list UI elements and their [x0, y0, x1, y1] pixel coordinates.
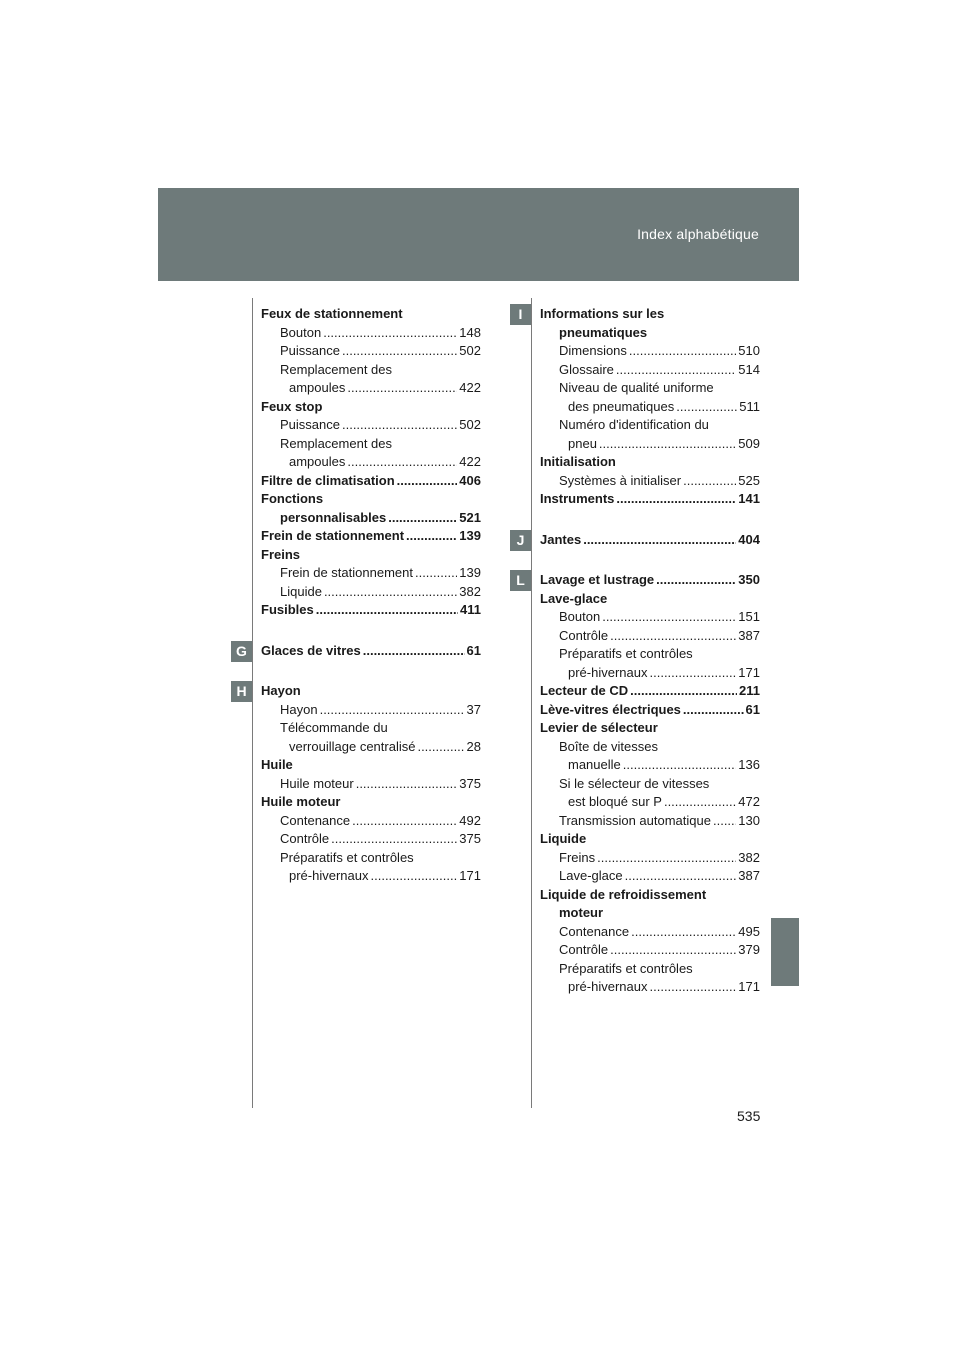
index-heading	[261, 601, 481, 620]
entry-label: Lecteur de CD	[540, 683, 629, 698]
letter-section-badge: G	[231, 641, 252, 662]
entry-label: Boîte de vitesses	[559, 738, 658, 754]
dot-leader	[371, 867, 458, 886]
entry-label: Contenance	[559, 923, 630, 939]
dot-leader	[610, 627, 736, 646]
index-entry	[540, 398, 760, 417]
entry-label: ampoules	[289, 380, 346, 395]
index-heading	[261, 490, 481, 509]
index-entry	[540, 978, 760, 997]
entry-label: Systèmes à initialiser	[559, 472, 682, 488]
index-heading	[261, 642, 481, 661]
entry-label: Frein de stationnement	[261, 528, 405, 543]
dot-leader	[623, 756, 737, 775]
entry-label: Transmission automatique	[559, 812, 711, 828]
index-entry	[261, 416, 481, 435]
dot-leader	[676, 398, 737, 417]
entry-page-number: 350	[738, 572, 760, 587]
dot-leader	[324, 583, 457, 602]
index-entry	[261, 361, 481, 380]
dot-leader	[631, 923, 736, 942]
dot-leader	[406, 527, 457, 546]
entry-page-number: 382	[459, 583, 481, 599]
entry-label: Frein de stationnement	[280, 565, 413, 580]
index-heading	[540, 305, 760, 324]
index-entry	[540, 645, 760, 664]
entry-label: Lave-glace	[559, 868, 623, 883]
dot-leader	[342, 342, 457, 361]
index-heading	[540, 886, 760, 905]
entry-label: Fonctions	[261, 491, 324, 506]
entry-page-number: 211	[739, 683, 760, 698]
dot-leader	[599, 435, 736, 454]
entry-page-number: 406	[459, 472, 481, 488]
entry-page-number: 511	[739, 398, 760, 414]
index-column-left	[261, 305, 481, 886]
entry-label: Instruments	[540, 491, 615, 506]
index-heading	[540, 904, 760, 923]
entry-label: pneu	[568, 435, 597, 451]
entry-page-number: 171	[738, 979, 760, 994]
dot-leader	[683, 701, 744, 720]
index-entry	[261, 564, 481, 583]
index-entry	[540, 812, 760, 831]
entry-label: est bloqué sur P	[568, 794, 662, 809]
entry-page-number: 28	[466, 738, 481, 754]
letter-gap	[540, 509, 760, 531]
entry-label: Freins	[261, 546, 301, 562]
index-heading	[261, 305, 481, 324]
letter-section-badge: J	[510, 530, 531, 551]
index-entry	[261, 701, 481, 720]
index-heading	[261, 509, 481, 528]
entry-page-number: 502	[459, 417, 481, 432]
entry-page-number: 375	[459, 831, 481, 846]
chapter-side-tab	[771, 918, 799, 986]
entry-page-number: 37	[466, 701, 481, 717]
index-heading	[261, 793, 481, 812]
index-heading	[540, 571, 760, 590]
index-entry	[540, 849, 760, 868]
entry-label: Fusibles	[261, 602, 314, 617]
entry-label: Bouton	[280, 324, 322, 340]
entry-page-number: 139	[459, 565, 481, 580]
index-entry	[261, 849, 481, 868]
page-number: 535	[737, 1108, 761, 1124]
dot-leader	[417, 738, 464, 757]
entry-label: Dimensions	[559, 343, 627, 358]
dot-leader	[713, 812, 736, 831]
index-entry	[261, 738, 481, 757]
entry-label: Lave-glace	[540, 590, 608, 606]
index-column-right	[540, 305, 760, 997]
entry-page-number: 61	[466, 642, 481, 658]
dot-leader	[347, 379, 457, 398]
entry-page-number: 411	[460, 602, 481, 617]
entry-label: Numéro d'identification du	[559, 417, 709, 432]
entry-label: Contenance	[280, 812, 351, 828]
index-heading	[261, 398, 481, 417]
index-entry	[540, 775, 760, 794]
entry-label: Hayon	[280, 701, 318, 717]
entry-label: verrouillage centralisé	[289, 738, 416, 754]
entry-page-number: 492	[459, 812, 481, 828]
dot-leader	[616, 490, 736, 509]
entry-label: Huile moteur	[261, 794, 341, 809]
entry-label: des pneumatiques	[568, 398, 675, 414]
index-entry	[540, 361, 760, 380]
dot-leader	[630, 682, 737, 701]
index-heading	[540, 701, 760, 720]
entry-page-number: 171	[459, 868, 481, 883]
entry-label: Préparatifs et contrôles	[559, 646, 693, 661]
index-entry	[261, 435, 481, 454]
index-entry	[540, 379, 760, 398]
index-entry	[261, 830, 481, 849]
entry-label: Hayon	[261, 683, 301, 698]
index-heading	[540, 682, 760, 701]
entry-page-number: 130	[738, 812, 760, 828]
dot-leader	[397, 472, 458, 491]
dot-leader	[352, 812, 457, 831]
entry-label: Préparatifs et contrôles	[559, 960, 693, 976]
letter-gap	[261, 620, 481, 642]
entry-label: Jantes	[540, 531, 582, 547]
index-entry	[540, 472, 760, 491]
index-entry	[261, 324, 481, 343]
dot-leader	[583, 531, 736, 550]
index-entry	[261, 342, 481, 361]
entry-label: Feux de stationnement	[261, 306, 403, 321]
index-heading	[540, 719, 760, 738]
dot-leader	[363, 642, 465, 661]
letter-section-badge: H	[231, 681, 252, 702]
index-heading	[540, 490, 760, 509]
index-heading	[261, 756, 481, 775]
index-entry	[540, 738, 760, 757]
index-heading	[261, 472, 481, 491]
letter-section-badge: I	[510, 304, 531, 325]
entry-label: Filtre de climatisation	[261, 472, 395, 488]
entry-page-number: 151	[738, 609, 760, 624]
index-entry	[540, 664, 760, 683]
entry-label: Contrôle	[559, 942, 609, 957]
index-heading	[540, 590, 760, 609]
index-entry	[540, 923, 760, 942]
entry-label: Feux stop	[261, 398, 323, 414]
entry-page-number: 139	[459, 528, 481, 543]
entry-label: Télécommande du	[280, 720, 388, 735]
index-entry	[540, 435, 760, 454]
entry-label: pré-hivernaux	[568, 664, 648, 680]
entry-page-number: 510	[738, 343, 760, 358]
entry-label: manuelle	[568, 757, 621, 772]
dot-leader	[602, 608, 736, 627]
index-heading	[261, 527, 481, 546]
entry-label: Puissance	[280, 343, 340, 358]
dot-leader	[616, 361, 736, 380]
entry-page-number: 422	[459, 454, 481, 469]
entry-label: Glaces de vitres	[261, 642, 361, 658]
entry-page-number: 509	[738, 435, 760, 451]
dot-leader	[656, 571, 736, 590]
dot-leader	[629, 342, 736, 361]
entry-page-number: 148	[459, 324, 481, 340]
entry-label: Contrôle	[280, 831, 330, 846]
entry-label: Lavage et lustrage	[540, 572, 655, 587]
entry-label: Glossaire	[559, 361, 614, 377]
entry-page-number: 136	[738, 757, 760, 772]
index-entry	[261, 812, 481, 831]
dot-leader	[316, 601, 458, 620]
entry-label: Remplacement des	[280, 435, 392, 451]
index-entry	[540, 416, 760, 435]
index-entry	[261, 719, 481, 738]
left-column-rule	[252, 298, 253, 1108]
entry-label: Freins	[559, 849, 596, 865]
index-entry	[540, 608, 760, 627]
entry-label: Liquide	[280, 583, 322, 599]
index-entry	[540, 867, 760, 886]
entry-label: pré-hivernaux	[568, 979, 648, 994]
dot-leader	[331, 830, 457, 849]
dot-leader	[356, 775, 458, 794]
entry-label: Initialisation	[540, 454, 616, 469]
entry-page-number: 495	[738, 923, 760, 939]
entry-page-number: 472	[738, 794, 760, 809]
entry-page-number: 502	[459, 343, 481, 358]
index-heading	[540, 531, 760, 550]
entry-page-number: 387	[738, 868, 760, 883]
entry-page-number: 525	[738, 472, 760, 488]
index-entry	[261, 583, 481, 602]
middle-column-rule	[531, 298, 532, 1108]
entry-page-number: 514	[738, 361, 760, 377]
entry-label: Liquide de refroidissement	[540, 886, 707, 902]
index-entry	[261, 379, 481, 398]
index-entry	[540, 793, 760, 812]
dot-leader	[388, 509, 457, 528]
entry-label: pré-hivernaux	[289, 868, 369, 883]
index-heading	[261, 682, 481, 701]
dot-leader	[625, 867, 737, 886]
dot-leader	[683, 472, 736, 491]
entry-label: Préparatifs et contrôles	[280, 849, 414, 865]
entry-label: ampoules	[289, 454, 346, 469]
entry-label: Lève-vitres électriques	[540, 701, 681, 717]
entry-label: personnalisables	[280, 509, 387, 525]
header-title: Index alphabétique	[637, 226, 759, 242]
index-entry	[540, 941, 760, 960]
entry-label: Huile	[261, 757, 293, 772]
page-header	[158, 188, 799, 281]
dot-leader	[342, 416, 457, 435]
entry-page-number: 404	[738, 531, 760, 547]
index-heading	[540, 324, 760, 343]
dot-leader	[320, 701, 465, 720]
entry-page-number: 141	[738, 491, 760, 506]
entry-page-number: 521	[459, 509, 481, 525]
dot-leader	[347, 453, 457, 472]
letter-section-badge: L	[510, 570, 531, 591]
entry-label: Levier de sélecteur	[540, 720, 658, 735]
index-entry	[540, 342, 760, 361]
entry-label: Bouton	[559, 609, 601, 624]
entry-label: Puissance	[280, 417, 340, 432]
entry-label: Liquide	[540, 831, 587, 846]
entry-label: Niveau de qualité uniforme	[559, 380, 714, 395]
entry-page-number: 61	[745, 701, 760, 717]
entry-label: moteur	[559, 905, 604, 920]
entry-label: Remplacement des	[280, 361, 392, 377]
dot-leader	[664, 793, 736, 812]
entry-page-number: 387	[738, 627, 760, 643]
entry-label: Contrôle	[559, 627, 609, 643]
index-heading	[540, 830, 760, 849]
dot-leader	[597, 849, 736, 868]
entry-label: Huile moteur	[280, 775, 354, 791]
dot-leader	[610, 941, 736, 960]
entry-label: pneumatiques	[559, 324, 648, 340]
entry-page-number: 171	[738, 664, 760, 680]
entry-page-number: 375	[459, 775, 481, 791]
entry-page-number: 422	[459, 380, 481, 395]
letter-gap	[261, 660, 481, 682]
entry-page-number: 379	[738, 942, 760, 957]
dot-leader	[323, 324, 457, 343]
entry-page-number: 382	[738, 849, 760, 865]
index-entry	[261, 453, 481, 472]
index-entry	[261, 775, 481, 794]
index-entry	[540, 756, 760, 775]
index-entry	[540, 960, 760, 979]
index-entry	[261, 867, 481, 886]
dot-leader	[650, 978, 737, 997]
entry-label: Si le sélecteur de vitesses	[559, 775, 710, 791]
dot-leader	[415, 564, 457, 583]
dot-leader	[650, 664, 737, 683]
index-heading	[540, 453, 760, 472]
index-heading	[261, 546, 481, 565]
index-entry	[540, 627, 760, 646]
letter-gap	[540, 549, 760, 571]
entry-label: Informations sur les	[540, 306, 665, 321]
